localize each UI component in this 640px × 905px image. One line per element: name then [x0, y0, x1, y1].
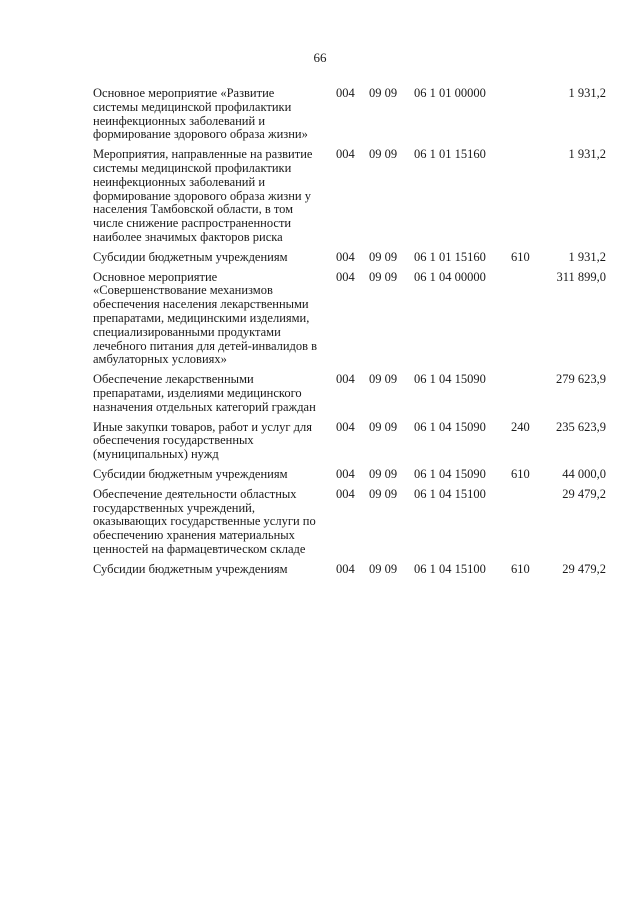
row-amount: 1 931,2	[568, 147, 606, 162]
row-amount: 279 623,9	[556, 372, 606, 387]
row-section-code: 09 09	[369, 466, 398, 481]
row-program-code: 06 1 04 15100	[414, 561, 486, 576]
row-name: Субсидии бюджетным учреждениям	[93, 561, 288, 576]
row-amount: 44 000,0	[562, 466, 606, 481]
row-section-code: 09 09	[369, 86, 398, 100]
table-row	[93, 251, 613, 265]
table-row	[93, 488, 613, 557]
row-amount: 235 623,9	[556, 419, 606, 434]
row-program-code: 06 1 04 00000	[414, 269, 486, 284]
row-program-code: 06 1 01 00000	[414, 86, 486, 100]
row-name: Основное мероприятие «Совершенствование механизмов обеспечения населения лекарственными препаратами, медицинскими изделиями, специализированными продуктами лечебного питания для детей-инвалидов в амбулаторных условиях»	[93, 269, 318, 367]
row-expense-type: 610	[511, 561, 530, 576]
row-name: Субсидии бюджетным учреждениям	[93, 249, 288, 264]
row-name: Мероприятия, направленные на развитие системы медицинской профилактики неинфекционных заболеваний и формирование здорового образа жизни у населения Тамбовской области, в том числе снижение распространенности наиболее значимых факторов риска	[93, 147, 313, 244]
row-program-code: 06 1 04 15090	[414, 466, 486, 481]
row-name: Обеспечение лекарственными препаратами, изделиями медицинского назначения отдельных категорий граждан	[93, 372, 316, 414]
row-expense-type: 240	[511, 419, 530, 434]
budget-table	[93, 87, 613, 583]
row-program-code: 06 1 01 15160	[414, 147, 486, 162]
row-program-code: 06 1 01 15160	[414, 249, 486, 264]
row-ministry-code: 004	[336, 372, 355, 387]
row-section-code: 09 09	[369, 249, 398, 264]
row-section-code: 09 09	[369, 372, 398, 387]
row-expense-type: 610	[511, 466, 530, 481]
row-ministry-code: 004	[336, 466, 355, 481]
row-ministry-code: 004	[336, 561, 355, 576]
row-section-code: 09 09	[369, 486, 398, 501]
row-name: Иные закупки товаров, работ и услуг для обеспечения государственных (муниципальных) нужд	[93, 419, 313, 462]
row-name: Обеспечение деятельности областных государственных учреждений, оказывающих государственные услуги по обеспечению хранения материальных ценностей на фармацевтическом складе	[93, 486, 316, 556]
row-program-code: 06 1 04 15090	[414, 419, 486, 434]
table-row	[93, 373, 613, 414]
page-number: 66	[313, 50, 327, 65]
row-program-code: 06 1 04 15100	[414, 486, 486, 501]
row-section-code: 09 09	[369, 561, 398, 576]
table-row	[93, 87, 613, 142]
row-name: Субсидии бюджетным учреждениям	[93, 466, 288, 481]
row-ministry-code: 004	[336, 269, 355, 284]
row-section-code: 09 09	[369, 269, 398, 284]
row-expense-type: 610	[511, 249, 530, 264]
row-amount: 1 931,2	[568, 249, 606, 264]
table-row	[93, 148, 613, 245]
row-ministry-code: 004	[336, 147, 355, 162]
row-section-code: 09 09	[369, 419, 398, 434]
row-amount: 1 931,2	[568, 86, 606, 100]
table-row	[93, 563, 613, 577]
row-section-code: 09 09	[369, 147, 398, 162]
row-amount: 311 899,0	[556, 269, 606, 284]
table-row	[93, 271, 613, 368]
row-amount: 29 479,2	[562, 486, 606, 501]
table-row	[93, 468, 613, 482]
row-ministry-code: 004	[336, 486, 355, 501]
table-row	[93, 421, 613, 462]
row-name: Основное мероприятие «Развитие системы медицинской профилактики неинфекционных заболеваний и формирование здорового образа жизни»	[93, 86, 308, 142]
row-ministry-code: 004	[336, 86, 355, 100]
row-ministry-code: 004	[336, 419, 355, 434]
row-amount: 29 479,2	[562, 561, 606, 576]
row-ministry-code: 004	[336, 249, 355, 264]
row-program-code: 06 1 04 15090	[414, 372, 486, 387]
